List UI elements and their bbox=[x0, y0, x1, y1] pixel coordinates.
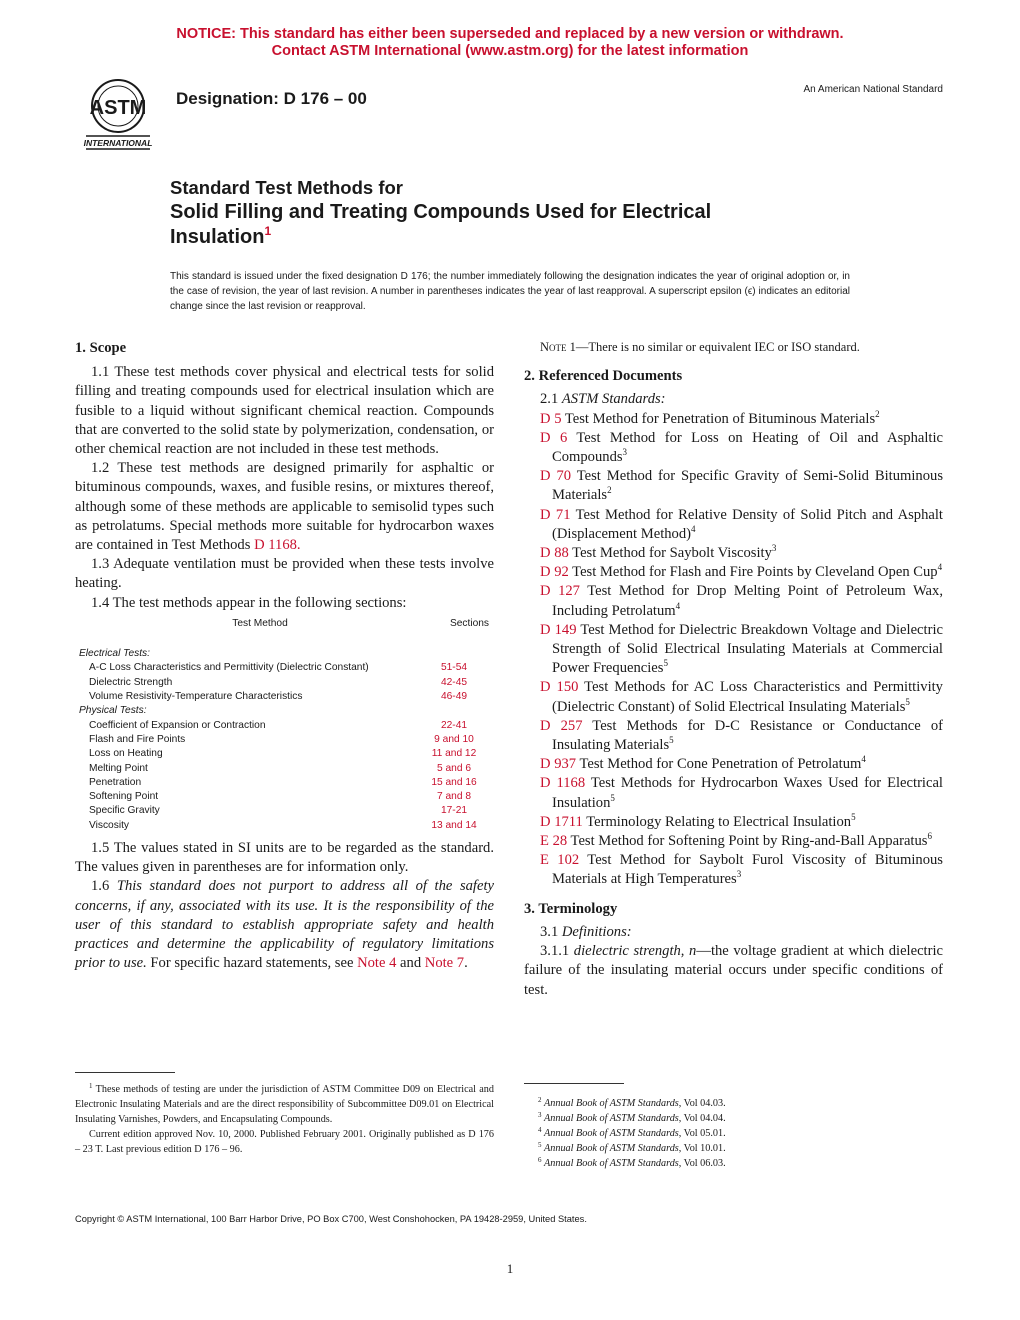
section-scope-heading: 1. Scope bbox=[75, 340, 127, 356]
footnote-6 bbox=[524, 1156, 943, 1171]
reference-title: Test Methods for D-C Resistance or Conductance of Insulating Materials bbox=[552, 717, 943, 754]
designation: Designation: D 176 – 00 bbox=[176, 89, 367, 108]
footnote-mark: 3 bbox=[538, 1111, 542, 1119]
table-cell-sections[interactable]: 42-45 bbox=[440, 676, 468, 688]
reference-code-link[interactable]: D 5 bbox=[540, 410, 562, 427]
reference-code-link[interactable]: E 28 bbox=[540, 833, 568, 850]
reference-title: Test Method for Softening Point by Ring-and-Ball Apparatus bbox=[567, 833, 928, 850]
table-header bbox=[75, 617, 494, 631]
reference-footnote-mark: 4 bbox=[675, 600, 681, 611]
table-row bbox=[75, 719, 494, 733]
footnote-volume: , Vol 05.01. bbox=[678, 1128, 726, 1139]
reference-footnote-mark: 5 bbox=[851, 811, 856, 822]
footnote-rule-left bbox=[75, 1072, 175, 1073]
footnote-1 bbox=[75, 1082, 494, 1127]
table-row bbox=[75, 776, 494, 790]
reference-code-link[interactable]: D 149 bbox=[540, 621, 577, 638]
reference-footnote-mark: 4 bbox=[691, 523, 696, 534]
table-cell-method: Viscosity bbox=[89, 819, 130, 831]
reference-footnote-mark: 4 bbox=[937, 562, 943, 573]
table-row bbox=[75, 690, 494, 704]
footnote-1-mark: 1 bbox=[89, 1082, 93, 1090]
reference-code-link[interactable]: D 88 bbox=[540, 545, 569, 562]
footnote-rule-right bbox=[524, 1083, 624, 1084]
footnote-volume: , Vol 06.03. bbox=[678, 1158, 726, 1169]
referenced-documents-list bbox=[524, 410, 943, 890]
reference-code-link[interactable]: D 127 bbox=[540, 583, 580, 600]
table-cell-sections[interactable]: 51-54 bbox=[440, 662, 468, 674]
reference-title: Test Method for Penetration of Bituminous Materials bbox=[561, 410, 876, 427]
footnote-book-title: Annual Book of ASTM Standards bbox=[544, 1098, 679, 1109]
para-1-1: 1.1 These test methods cover physical and electrical tests for solid filling and treating compounds used for electrical insulation which are fusible to a liquid without significant chemical reaction. Compounds that are converted to the solid state by polymerization, condensation, or other chemical reaction are not included in these test methods. bbox=[75, 364, 494, 458]
reference-title: Test Method for Saybolt Furol Viscosity of Bituminous Materials at High Temperatures bbox=[552, 852, 943, 888]
para-1-2-text: 1.2 These test methods are designed primarily for asphaltic or bituminous compounds, waxes, and fusible resins, or mixtures thereof, although some of these methods are applicable to semisolid types such as petrolatums. Special methods more suitable for hydrocarbon waxes are contained in Test Methods bbox=[75, 460, 494, 554]
para-1-5: 1.5 The values stated in SI units are to be regarded as the standard. The values given in parentheses are for information only. bbox=[75, 840, 494, 876]
notice-line-2: Contact ASTM International (www.astm.org) for the latest information bbox=[271, 43, 749, 59]
reference-code-link[interactable]: D 92 bbox=[540, 564, 569, 581]
para-1-6-end: . bbox=[464, 955, 468, 972]
reference-footnote-mark: 3 bbox=[771, 543, 777, 554]
note-1-label: Note 1 bbox=[540, 340, 576, 354]
reference-item bbox=[524, 563, 943, 582]
table-cell-sections[interactable]: 9 and 10 bbox=[434, 733, 474, 745]
page-number: 1 bbox=[506, 1261, 514, 1276]
table-cell-sections[interactable]: 17-21 bbox=[440, 805, 468, 817]
notice-line-1: NOTICE: This standard has either been superseded and replaced by a new version or withdrawn. bbox=[176, 26, 844, 42]
table-row bbox=[75, 676, 494, 690]
para-1-6-num: 1.6 bbox=[91, 878, 117, 895]
reference-item bbox=[524, 582, 943, 620]
para-1-2 bbox=[75, 459, 494, 555]
reference-item bbox=[524, 678, 943, 716]
reference-code-link[interactable]: D 6 bbox=[540, 429, 568, 446]
table-cell-sections[interactable]: 46-49 bbox=[440, 691, 468, 703]
copyright-line: Copyright © ASTM International, 100 Barr Harbor Drive, PO Box C700, West Conshohocken, PA 19428-2959, United States. bbox=[75, 1214, 587, 1224]
table-row bbox=[75, 661, 494, 675]
footnote-book-title: Annual Book of ASTM Standards bbox=[544, 1158, 679, 1169]
reference-item bbox=[524, 506, 943, 544]
reference-footnote-mark: 5 bbox=[663, 658, 668, 669]
american-national-standard-label: An American National Standard bbox=[803, 84, 943, 95]
reference-item bbox=[524, 851, 943, 889]
reference-code-link[interactable]: D 150 bbox=[540, 679, 579, 696]
table-cell-sections[interactable]: 11 and 12 bbox=[431, 748, 477, 760]
reference-code-link[interactable]: D 937 bbox=[540, 756, 577, 773]
table-cell-method: Volume Resistivity-Temperature Characteristics bbox=[89, 691, 303, 703]
table-cell-sections[interactable]: 5 and 6 bbox=[437, 762, 471, 774]
para-3-1-title: Definitions: bbox=[561, 923, 632, 940]
withdrawal-notice bbox=[0, 26, 1020, 60]
reference-footnote-mark: 3 bbox=[622, 447, 628, 458]
para-1-3: 1.3 Adequate ventilation must be provided when these tests involve heating. bbox=[75, 556, 494, 592]
reference-item bbox=[524, 717, 943, 755]
reference-item bbox=[524, 429, 943, 467]
definition-term: dielectric strength, n bbox=[573, 943, 697, 960]
table-cell-sections[interactable]: 7 and 8 bbox=[437, 791, 471, 803]
note-1-text: —There is no similar or equivalent IEC or ISO standard. bbox=[575, 340, 860, 354]
reference-title: Test Method for Drop Melting Point of Petroleum Wax, Including Petrolatum bbox=[552, 583, 943, 619]
reference-footnote-mark: 3 bbox=[736, 869, 742, 880]
table-cell-method: Penetration bbox=[89, 776, 142, 788]
title-line-2: Solid Filling and Treating Compounds Used for Electrical bbox=[170, 201, 712, 223]
footnote-4 bbox=[524, 1126, 943, 1141]
table-header-sections: Sections bbox=[449, 617, 490, 629]
footnote-volume: , Vol 04.04. bbox=[678, 1113, 726, 1124]
table-row bbox=[75, 762, 494, 776]
para-1-6-and: and bbox=[396, 955, 425, 972]
reference-code-link[interactable]: D 71 bbox=[540, 506, 571, 523]
para-2-1-title: ASTM Standards: bbox=[561, 391, 666, 408]
link-d1168[interactable]: D 1168 bbox=[254, 537, 297, 554]
reference-code-link[interactable]: E 102 bbox=[540, 852, 580, 869]
reference-code-link[interactable]: D 70 bbox=[540, 468, 572, 485]
reference-item bbox=[524, 410, 943, 429]
right-column bbox=[524, 338, 943, 1000]
table-cell-sections[interactable]: 22-41 bbox=[440, 719, 468, 731]
footnote-mark: 6 bbox=[538, 1156, 542, 1164]
table-cell-method: Dielectric Strength bbox=[89, 676, 173, 688]
reference-item bbox=[524, 813, 943, 832]
table-header-method: Test Method bbox=[232, 617, 288, 629]
table-cell-sections[interactable]: 15 and 16 bbox=[431, 776, 477, 788]
para-1-2-end: . bbox=[296, 537, 301, 554]
table-cell-method: Softening Point bbox=[89, 791, 159, 803]
reference-item bbox=[524, 467, 943, 505]
para-1-4: 1.4 The test methods appear in the following sections: bbox=[91, 594, 407, 611]
reference-code-link[interactable]: D 1168 bbox=[540, 775, 586, 792]
reference-title: Test Method for Cone Penetration of Petrolatum bbox=[576, 756, 862, 773]
para-2-1 bbox=[524, 390, 943, 409]
section-referenced-documents-heading: 2. Referenced Documents bbox=[524, 368, 683, 385]
reference-title: Test Method for Dielectric Breakdown Voltage and Dielectric Strength of Solid Electrical Insulating Materials at Commercial Power Frequencies bbox=[552, 621, 943, 677]
sections-table bbox=[75, 617, 494, 833]
reference-footnote-mark: 5 bbox=[905, 696, 910, 707]
reference-title: Test Method for Flash and Fire Points by Cleveland Open Cup bbox=[568, 564, 938, 581]
reference-footnote-mark: 6 bbox=[927, 831, 932, 842]
reference-code-link[interactable]: D 1711 bbox=[540, 813, 583, 830]
title-line-3-text: Insulation bbox=[170, 226, 265, 248]
document-title bbox=[170, 175, 870, 250]
footnote-3 bbox=[524, 1111, 943, 1126]
reference-title: Test Method for Loss on Heating of Oil and Asphaltic Compounds bbox=[552, 429, 943, 466]
reference-item bbox=[524, 544, 943, 563]
footnote-volume: , Vol 04.03. bbox=[678, 1098, 726, 1109]
footnote-1-text: These methods of testing are under the jurisdiction of ASTM Committee D09 on Electrical and Electronic Insulating Materials and are the direct responsibility of Subcommittee D09.01 on Electrical Insulating Varnishes, Powders, and Encapsulating Compounds. bbox=[75, 1084, 494, 1125]
issuance-statement: This standard is issued under the fixed designation D 176; the number immediately following the designation indicates the year of original adoption or, in the case of revision, the year of last revision. A number in parentheses indicates the year of last reapproval. A superscript epsilon (ϵ) indicates an editorial change since the last revision or reapproval. bbox=[170, 271, 850, 312]
reference-title: Test Method for Relative Density of Solid Pitch and Asphalt (Displacement Method) bbox=[552, 506, 943, 542]
table-row bbox=[75, 747, 494, 761]
logo-letters: ASTM bbox=[89, 97, 147, 119]
para-3-1-num: 3.1 bbox=[540, 923, 562, 940]
para-2-1-num: 2.1 bbox=[540, 391, 562, 408]
table-cell-method: Coefficient of Expansion or Contraction bbox=[89, 719, 266, 731]
footnote-volume: , Vol 10.01. bbox=[678, 1143, 726, 1154]
table-row bbox=[75, 804, 494, 818]
astm-logo-mark bbox=[76, 76, 160, 150]
footnote-5 bbox=[524, 1141, 943, 1156]
left-column bbox=[75, 339, 494, 973]
section-terminology-heading: 3. Terminology bbox=[524, 900, 618, 917]
reference-footnote-mark: 2 bbox=[607, 485, 612, 496]
footnotes-left bbox=[75, 1082, 494, 1157]
reference-title: Terminology Relating to Electrical Insulation bbox=[582, 813, 852, 830]
footnote-book-title: Annual Book of ASTM Standards bbox=[544, 1143, 679, 1154]
footnote-mark: 2 bbox=[538, 1096, 542, 1104]
reference-footnote-mark: 5 bbox=[610, 792, 615, 803]
para-3-1-1 bbox=[524, 942, 943, 1000]
link-note-7[interactable]: Note 7 bbox=[424, 955, 465, 972]
note-1 bbox=[540, 338, 943, 357]
reference-footnote-mark: 5 bbox=[669, 735, 674, 746]
title-line-1: Standard Test Methods for bbox=[170, 177, 403, 198]
reference-item bbox=[524, 755, 943, 774]
reference-footnote-mark: 2 bbox=[875, 408, 880, 419]
reference-title: Test Methods for Hydrocarbon Waxes Used for Electrical Insulation bbox=[552, 775, 943, 811]
para-1-6-text: For specific hazard statements, see bbox=[146, 955, 358, 972]
reference-item bbox=[524, 832, 943, 851]
reference-title: Test Method for Specific Gravity of Semi-Solid Bituminous Materials bbox=[552, 468, 943, 504]
para-3-1-1-num: 3.1.1 bbox=[540, 943, 574, 960]
table-cell-sections[interactable]: 13 and 14 bbox=[431, 819, 477, 831]
table-row bbox=[75, 790, 494, 804]
footnote-mark: 4 bbox=[538, 1126, 542, 1134]
table-cell-method: Loss on Heating bbox=[89, 748, 163, 760]
table-cell-method: A-C Loss Characteristics and Permittivity (Dielectric Constant) bbox=[89, 662, 369, 674]
logo-subtitle: INTERNATIONAL bbox=[83, 138, 153, 148]
table-group-electrical: Electrical Tests: bbox=[79, 648, 150, 660]
reference-footnote-mark: 4 bbox=[861, 754, 866, 765]
reference-title: Test Methods for AC Loss Characteristics and Permittivity (Dielectric Constant) of Solid Electrical Insulating Materials bbox=[552, 679, 943, 715]
footnote-2 bbox=[524, 1096, 943, 1111]
table-row bbox=[75, 819, 494, 833]
table-row bbox=[75, 733, 494, 747]
reference-item bbox=[524, 621, 943, 679]
footnote-mark: 5 bbox=[538, 1141, 542, 1149]
safety-caveat: This standard does not purport to address all of the safety concerns, if any, associated with its use. It is the responsibility of the user of this standard to establish appropriate safety and health practices and determine the applicability of regulatory limitations prior to use. bbox=[75, 878, 494, 972]
table-cell-method: Specific Gravity bbox=[89, 805, 160, 817]
table-cell-method: Flash and Fire Points bbox=[89, 733, 186, 745]
link-note-4[interactable]: Note 4 bbox=[357, 955, 397, 972]
reference-code-link[interactable]: D 257 bbox=[540, 717, 583, 734]
footnote-book-title: Annual Book of ASTM Standards bbox=[544, 1128, 679, 1139]
para-3-1 bbox=[524, 923, 943, 942]
definition-text: —the voltage gradient at which dielectric failure of the insulating material occurs under specific conditions of test. bbox=[524, 943, 944, 998]
table-cell-method: Melting Point bbox=[89, 762, 148, 774]
footnote-book-title: Annual Book of ASTM Standards bbox=[544, 1113, 679, 1124]
title-footnote-mark[interactable]: 1 bbox=[264, 224, 272, 238]
reference-item bbox=[524, 774, 943, 812]
table-group-physical: Physical Tests: bbox=[79, 705, 147, 717]
title-line-3 bbox=[170, 225, 870, 250]
footnote-1-edition: Current edition approved Nov. 10, 2000. Published February 2001. Originally published as D 176 – 23 T. Last previous edition D 176 – 96. bbox=[75, 1129, 494, 1155]
footnotes-right bbox=[524, 1096, 943, 1171]
astm-logo bbox=[76, 76, 160, 150]
reference-title: Test Method for Saybolt Viscosity bbox=[568, 545, 772, 562]
para-1-6 bbox=[75, 877, 494, 973]
